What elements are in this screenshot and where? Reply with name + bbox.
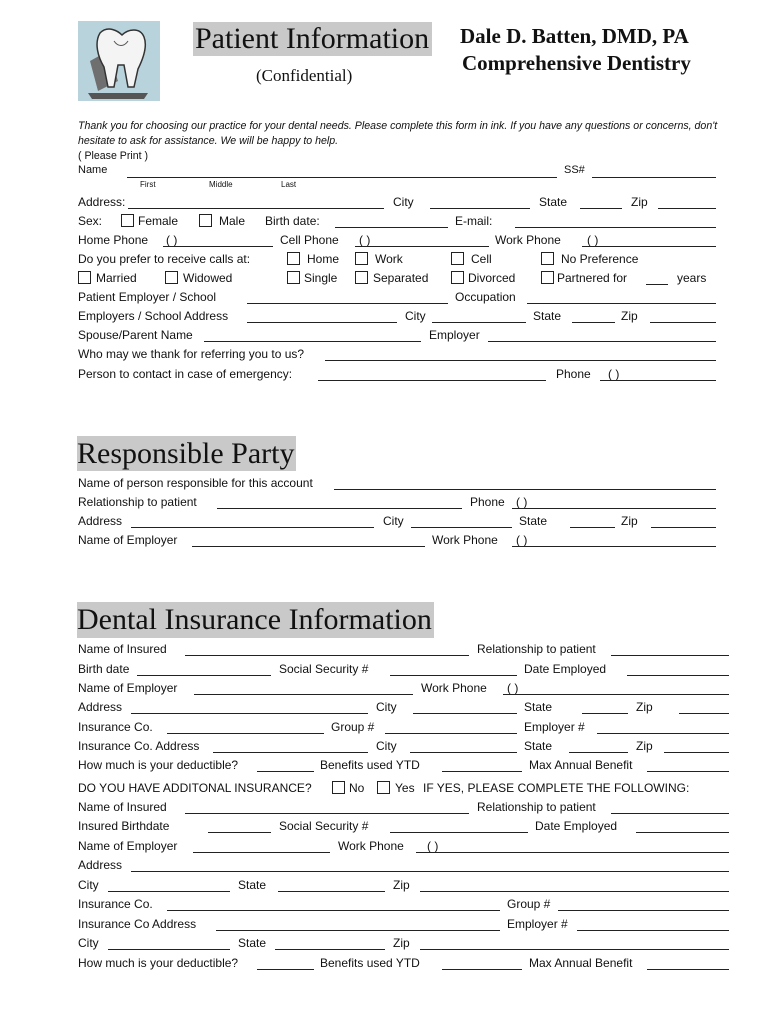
partnered-years-field[interactable] <box>646 284 668 285</box>
name-field[interactable] <box>127 177 557 178</box>
insured-name-field[interactable] <box>185 655 469 656</box>
receive-calls-label: Do you prefer to receive calls at: <box>78 252 251 266</box>
ins2-deductible-label: How much is your deductible? <box>78 956 239 970</box>
ins2-benefits-label: Benefits used YTD <box>320 956 420 970</box>
ins2-co-label: Insurance Co. <box>78 897 153 911</box>
ins-zip-label: Zip <box>636 739 653 753</box>
max-benefit-field[interactable] <box>647 771 729 772</box>
spouse-field[interactable] <box>204 341 421 342</box>
insured-relationship-field[interactable] <box>611 655 729 656</box>
cell-phone-field[interactable] <box>355 246 489 247</box>
insured2-birthdate-label: Insured Birthdate <box>78 819 170 833</box>
ins2-state-field[interactable] <box>275 949 385 950</box>
responsible-state-label: State <box>519 514 548 528</box>
ins2-address-label: Insurance Co Address <box>78 917 197 931</box>
insured-employer-label: Name of Employer <box>78 681 178 695</box>
additional-yes-checkbox[interactable] <box>377 781 390 794</box>
insured-city-label: City <box>376 700 397 714</box>
employer-zip-field[interactable] <box>650 322 716 323</box>
spouse-label: Spouse/Parent Name <box>78 328 193 342</box>
ins-city-field[interactable] <box>410 752 517 753</box>
tooth-logo <box>78 21 160 101</box>
occupation-label: Occupation <box>455 290 516 304</box>
divorced-checkbox[interactable] <box>451 271 464 284</box>
work-call-checkbox[interactable] <box>355 252 368 265</box>
ins2-city-label: City <box>78 936 99 950</box>
responsible-zip-label: Zip <box>621 514 638 528</box>
emergency-phone-label: Phone <box>556 367 591 381</box>
insured2-relationship-field[interactable] <box>611 813 729 814</box>
first-caption: First <box>140 180 156 189</box>
insured-address-field[interactable] <box>131 713 368 714</box>
partnered-label: Partnered for <box>557 271 628 285</box>
responsible-work-phone-paren: ( ) <box>516 533 528 547</box>
birthdate-label: Birth date: <box>265 214 320 228</box>
insured-birthdate-label: Birth date <box>78 662 130 676</box>
additional-no-checkbox[interactable] <box>332 781 345 794</box>
work-phone-field[interactable] <box>582 246 716 247</box>
responsible-city-field[interactable] <box>411 527 512 528</box>
no-preference-checkbox[interactable] <box>541 252 554 265</box>
insured-work-phone-label: Work Phone <box>421 681 487 695</box>
ss-field[interactable] <box>592 177 716 178</box>
practice-name: Comprehensive Dentistry <box>462 51 691 75</box>
work-phone-label: Work Phone <box>495 233 561 247</box>
ins-zip-field[interactable] <box>664 752 729 753</box>
intro-line-1: Thank you for choosing our practice for your dental needs. Please complete this form in ink. If you have any questions or concerns, don't <box>78 120 718 132</box>
home-phone-paren: ( ) <box>166 233 178 247</box>
insurance-heading: Dental Insurance Information <box>77 602 434 638</box>
ins-state-label: State <box>524 739 553 753</box>
partnered-checkbox[interactable] <box>541 271 554 284</box>
insured2-work-phone-label: Work Phone <box>338 839 404 853</box>
employer-state-field[interactable] <box>572 322 615 323</box>
spouse-employer-label: Employer <box>429 328 480 342</box>
insured2-name-label: Name of Insured <box>78 800 167 814</box>
widowed-checkbox[interactable] <box>165 271 178 284</box>
tooth-icon <box>78 21 160 101</box>
insured-work-phone-paren: ( ) <box>507 681 519 695</box>
ins2-zip-field[interactable] <box>420 949 729 950</box>
employer-city-label: City <box>405 309 426 323</box>
employer-school-label: Patient Employer / School <box>78 290 217 304</box>
last-caption: Last <box>281 180 297 189</box>
responsible-employer-field[interactable] <box>192 546 425 547</box>
separated-checkbox[interactable] <box>355 271 368 284</box>
employer-state-label: State <box>533 309 562 323</box>
responsible-phone-field[interactable] <box>512 508 716 509</box>
ins2-benefits-field[interactable] <box>442 969 522 970</box>
deductible-label: How much is your deductible? <box>78 758 239 772</box>
city-field[interactable] <box>430 208 530 209</box>
insured2-address-field[interactable] <box>131 871 729 872</box>
emergency-label: Person to contact in case of emergency: <box>78 367 293 381</box>
benefits-label: Benefits used YTD <box>320 758 420 772</box>
zip-field[interactable] <box>658 208 716 209</box>
insured2-date-employed-label: Date Employed <box>535 819 618 833</box>
single-label: Single <box>304 271 338 285</box>
insured-ssn-label: Social Security # <box>279 662 369 676</box>
emergency-phone-paren: ( ) <box>608 367 620 381</box>
ins2-zip-label: Zip <box>393 936 410 950</box>
male-label: Male <box>219 214 246 228</box>
separated-label: Separated <box>373 271 429 285</box>
ins-city-label: City <box>376 739 397 753</box>
birthdate-field[interactable] <box>335 227 448 228</box>
ins2-co-field[interactable] <box>167 910 500 911</box>
additional-insurance-label: DO YOU HAVE ADDITONAL INSURANCE? <box>78 781 312 795</box>
emergency-phone-field[interactable] <box>600 380 716 381</box>
sex-label: Sex: <box>78 214 103 228</box>
ins-address-label: Insurance Co. Address <box>78 739 200 753</box>
insured-ssn-field[interactable] <box>390 675 517 676</box>
insured2-state-label: State <box>238 878 267 892</box>
employer-school-field[interactable] <box>247 303 448 304</box>
responsible-relationship-field[interactable] <box>217 508 462 509</box>
responsible-relationship-label: Relationship to patient <box>78 495 197 509</box>
responsible-employer-label: Name of Employer <box>78 533 178 547</box>
name-label: Name <box>78 164 108 176</box>
ins-state-field[interactable] <box>569 752 628 753</box>
insured2-ssn-field[interactable] <box>390 832 528 833</box>
if-yes-label: IF YES, PLEASE COMPLETE THE FOLLOWING: <box>423 781 690 795</box>
benefits-field[interactable] <box>442 771 522 772</box>
work-call-label: Work <box>375 252 403 266</box>
insured2-date-employed-field[interactable] <box>636 832 729 833</box>
address-field[interactable] <box>128 208 384 209</box>
max-benefit-label: Max Annual Benefit <box>529 758 633 772</box>
no-preference-label: No Preference <box>561 252 639 266</box>
employer-no-field[interactable] <box>597 733 729 734</box>
occupation-field[interactable] <box>527 303 716 304</box>
email-field[interactable] <box>515 227 716 228</box>
ins2-group-field[interactable] <box>558 910 729 911</box>
responsible-work-phone-label: Work Phone <box>432 533 498 547</box>
ins2-group-label: Group # <box>507 897 551 911</box>
home-call-checkbox[interactable] <box>287 252 300 265</box>
female-checkbox[interactable] <box>121 214 134 227</box>
responsible-state-field[interactable] <box>570 527 615 528</box>
divorced-label: Divorced <box>468 271 516 285</box>
additional-no-label: No <box>349 781 365 795</box>
insured2-relationship-label: Relationship to patient <box>477 800 596 814</box>
employer-zip-label: Zip <box>621 309 638 323</box>
married-checkbox[interactable] <box>78 271 91 284</box>
home-phone-field[interactable] <box>163 246 273 247</box>
ins-co-field[interactable] <box>167 733 324 734</box>
email-label: E-mail: <box>455 214 493 228</box>
ins2-deductible-field[interactable] <box>257 969 314 970</box>
employer-address-label: Employers / School Address <box>78 309 229 323</box>
ss-label: SS# <box>564 164 585 176</box>
ins2-state-label: State <box>238 936 267 950</box>
home-phone-label: Home Phone <box>78 233 149 247</box>
insured-address-label: Address <box>78 700 123 714</box>
employer-city-field[interactable] <box>432 322 526 323</box>
married-label: Married <box>96 271 137 285</box>
responsible-address-field[interactable] <box>131 527 374 528</box>
state-field[interactable] <box>580 208 622 209</box>
insured-work-phone-field[interactable] <box>503 694 729 695</box>
ins2-city-field[interactable] <box>108 949 230 950</box>
additional-yes-label: Yes <box>395 781 415 795</box>
ins-co-label: Insurance Co. <box>78 720 153 734</box>
insured2-work-phone-field[interactable] <box>416 852 729 853</box>
ins2-address-field[interactable] <box>216 930 500 931</box>
insured-birthdate-field[interactable] <box>137 675 271 676</box>
insured-state-label: State <box>524 700 553 714</box>
widowed-label: Widowed <box>183 271 233 285</box>
spouse-employer-field[interactable] <box>488 341 716 342</box>
responsible-phone-label: Phone <box>470 495 505 509</box>
responsible-address-label: Address <box>78 514 123 528</box>
insured-date-employed-label: Date Employed <box>524 662 607 676</box>
group-field[interactable] <box>385 733 517 734</box>
insured2-address-label: Address <box>78 858 123 872</box>
zip-label: Zip <box>631 195 648 209</box>
insured-name-label: Name of Insured <box>78 642 167 656</box>
home-call-label: Home <box>307 252 340 266</box>
emergency-field[interactable] <box>318 380 546 381</box>
single-checkbox[interactable] <box>287 271 300 284</box>
responsible-city-label: City <box>383 514 404 528</box>
insured2-employer-label: Name of Employer <box>78 839 178 853</box>
insured2-zip-label: Zip <box>393 878 410 892</box>
insured2-work-phone-paren: ( ) <box>427 839 439 853</box>
cell-phone-label: Cell Phone <box>280 233 339 247</box>
responsible-phone-paren: ( ) <box>516 495 528 509</box>
employer-address-field[interactable] <box>247 322 397 323</box>
doctor-name: Dale D. Batten, DMD, PA <box>460 24 689 48</box>
work-phone-paren: ( ) <box>587 233 599 247</box>
ins2-employer-no-field[interactable] <box>577 930 729 931</box>
ins-address-field[interactable] <box>213 752 368 753</box>
address-label: Address: <box>78 195 126 209</box>
page-title: Patient Information <box>193 22 432 56</box>
group-label: Group # <box>331 720 375 734</box>
intro-line-2: hesitate to ask for assistance. We will be happy to help. <box>78 135 339 147</box>
insured2-zip-field[interactable] <box>420 891 729 892</box>
cell-call-label: Cell <box>471 252 492 266</box>
insured-zip-label: Zip <box>636 700 653 714</box>
insured2-birthdate-field[interactable] <box>208 832 271 833</box>
ins2-employer-no-label: Employer # <box>507 917 568 931</box>
insured-date-employed-field[interactable] <box>627 675 729 676</box>
responsible-name-label: Name of person responsible for this account <box>78 476 313 490</box>
middle-caption: Middle <box>209 180 233 189</box>
responsible-name-field[interactable] <box>334 489 716 490</box>
insured2-employer-field[interactable] <box>193 852 330 853</box>
print-note: ( Please Print ) <box>78 150 149 162</box>
insured2-city-field[interactable] <box>108 891 230 892</box>
cell-call-checkbox[interactable] <box>451 252 464 265</box>
insured-employer-field[interactable] <box>194 694 413 695</box>
ins2-max-benefit-label: Max Annual Benefit <box>529 956 633 970</box>
insured2-city-label: City <box>78 878 99 892</box>
responsible-zip-field[interactable] <box>651 527 716 528</box>
insured2-name-field[interactable] <box>185 813 469 814</box>
male-checkbox[interactable] <box>199 214 212 227</box>
deductible-field[interactable] <box>257 771 314 772</box>
responsible-party-heading: Responsible Party <box>77 437 295 470</box>
insured-city-field[interactable] <box>413 713 517 714</box>
referral-field[interactable] <box>325 360 716 361</box>
confidential-label: (Confidential) <box>256 66 353 85</box>
ins2-max-benefit-field[interactable] <box>647 969 729 970</box>
insured2-ssn-label: Social Security # <box>279 819 369 833</box>
referral-label: Who may we thank for referring you to us? <box>78 347 305 361</box>
responsible-work-phone-field[interactable] <box>512 546 716 547</box>
insured-state-field[interactable] <box>582 713 628 714</box>
employer-no-label: Employer # <box>524 720 585 734</box>
state-label: State <box>539 195 568 209</box>
insured2-state-field[interactable] <box>278 891 385 892</box>
cell-phone-paren: ( ) <box>359 233 371 247</box>
female-label: Female <box>138 214 179 228</box>
insured-zip-field[interactable] <box>679 713 729 714</box>
insured-relationship-label: Relationship to patient <box>477 642 596 656</box>
years-label: years <box>677 271 707 285</box>
city-label: City <box>393 195 414 209</box>
